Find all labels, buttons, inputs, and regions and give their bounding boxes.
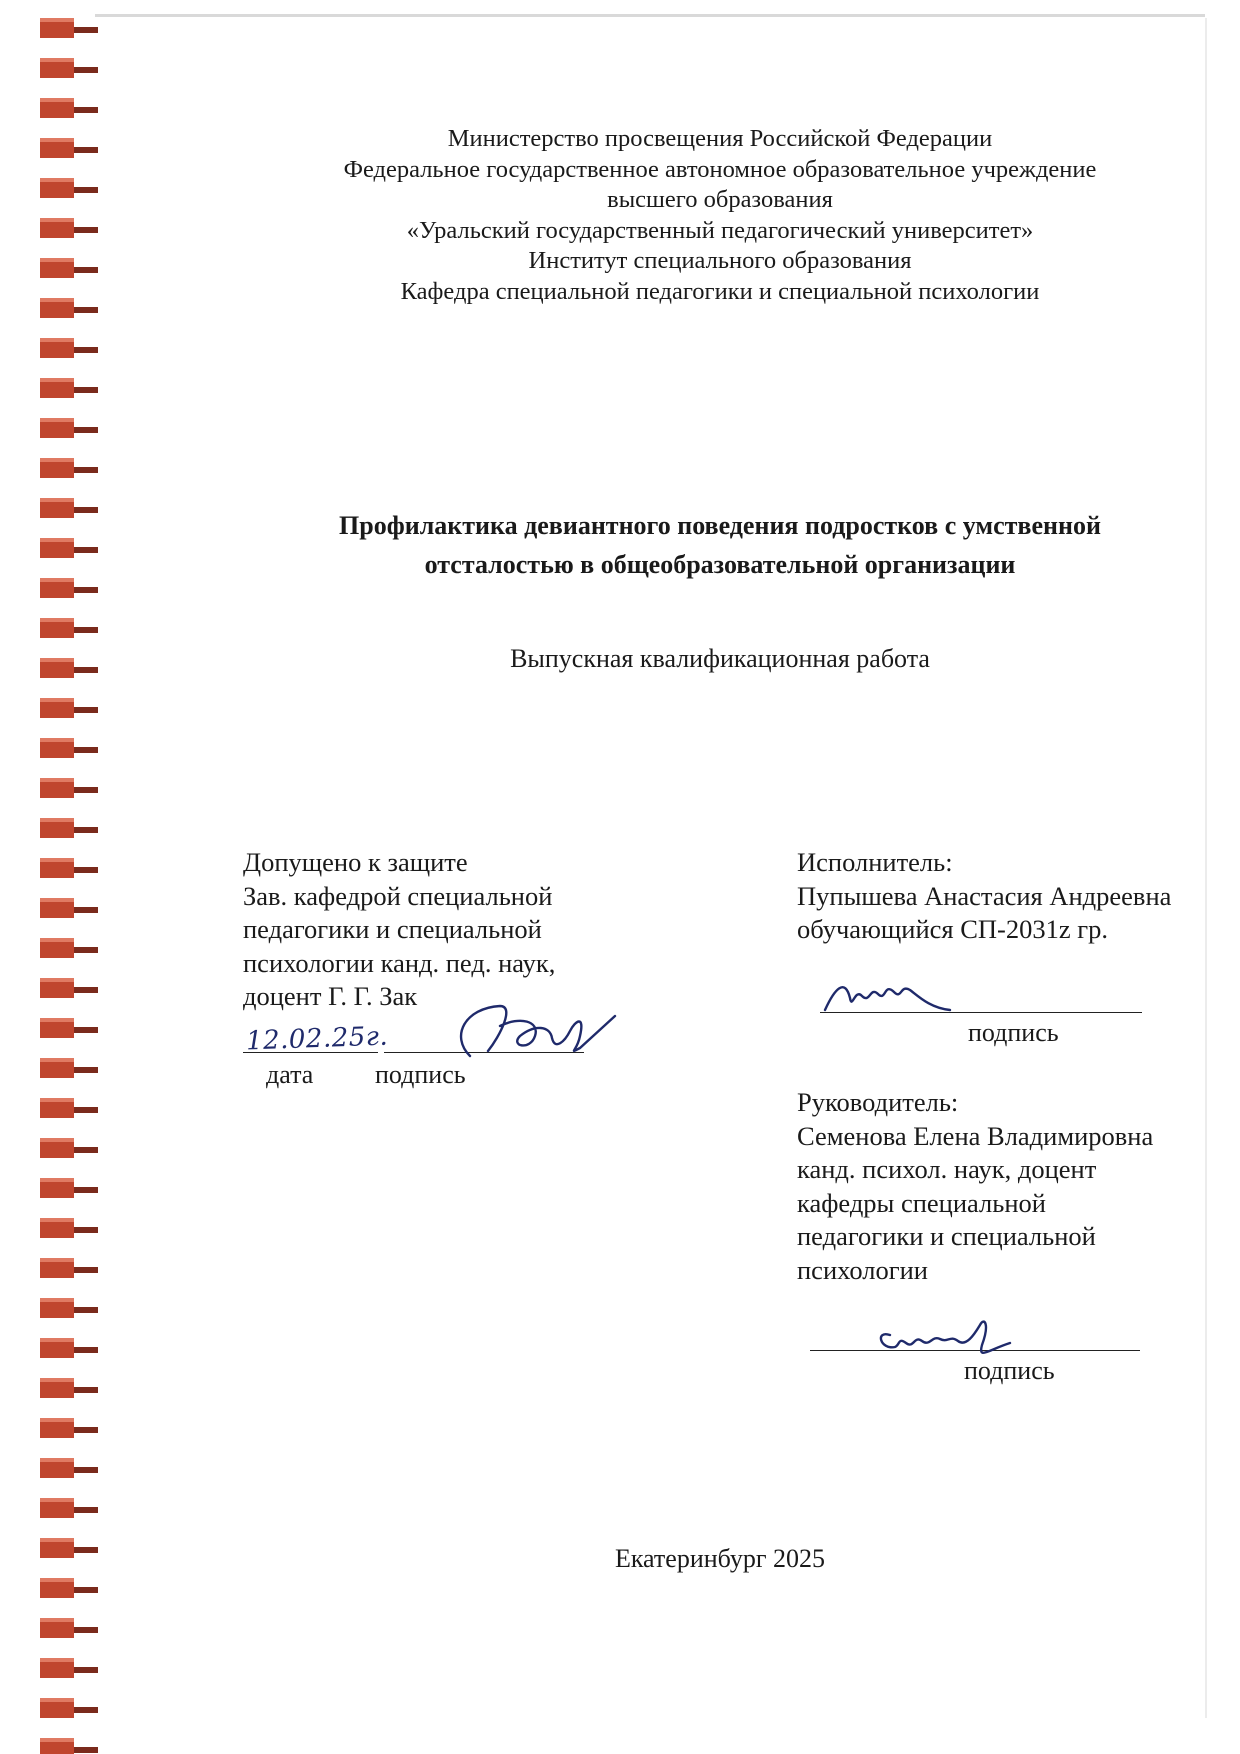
institution-header [230,124,1210,307]
binding-ring-highlight [40,778,74,782]
binding-ring-tab [74,267,98,273]
binding-ring-highlight [40,1578,74,1582]
admission-line-5: доцент Г. Г. Зак [243,981,418,1011]
binding-ring-tab [74,467,98,473]
binding-ring-highlight [40,538,74,542]
date-line [243,1052,378,1053]
education-level-line: высшего образования [607,186,833,213]
page-top-edge [95,14,1205,17]
admission-signature-caption: подпись [375,1060,466,1089]
university-type-line: Федеральное государственное автономное образовательное учреждение [343,155,1097,183]
binding-ring-highlight [40,1218,74,1222]
executor-signature-caption: подпись [968,1018,1059,1047]
binding-ring-highlight [40,1738,74,1742]
binding-ring-tab [74,1507,98,1513]
binding-ring-tab [74,1067,98,1073]
binding-ring-highlight [40,218,74,222]
department-line: Кафедра специальной педагогики и специальной психологии [400,277,1040,305]
binding-ring-highlight [40,1458,74,1462]
binding-ring-highlight [40,1098,74,1102]
binding-ring-tab [74,747,98,753]
binding-ring-tab [74,1107,98,1113]
binding-ring-tab [74,1387,98,1393]
binding-ring-tab [74,1187,98,1193]
admission-line-4: психологии канд. пед. наук, [243,947,556,978]
institute-line: Институт специального образования [528,247,912,274]
binding-ring-highlight [40,1418,74,1422]
binding-ring-highlight [40,1338,74,1342]
binding-ring-highlight [40,1698,74,1702]
binding-ring-highlight [40,1378,74,1382]
binding-ring-highlight [40,338,74,342]
binding-ring-highlight [40,418,74,422]
ministry-line: Министерство просвещения Российской Федерации [447,125,993,152]
binding-ring-tab [74,227,98,233]
binding-ring-tab [74,387,98,393]
binding-ring-highlight [40,138,74,142]
binding-ring-highlight [40,178,74,182]
binding-ring-highlight [40,818,74,822]
binding-ring-tab [74,67,98,73]
supervisor-department-1: кафедры специальной [797,1187,1046,1218]
admission-block [243,846,555,1014]
binding-ring-highlight [40,58,74,62]
binding-ring-tab [74,1307,98,1313]
binding-ring-tab [74,1587,98,1593]
binding-ring-tab [74,827,98,833]
executor-signature-mark [820,968,970,1028]
binding-ring-tab [74,1027,98,1033]
binding-ring-highlight [40,98,74,102]
binding-ring-tab [74,987,98,993]
binding-ring-highlight [40,258,74,262]
binding-ring-highlight [40,1058,74,1062]
admission-line-3: педагогики и специальной [243,914,542,944]
binding-ring-tab [74,1627,98,1633]
binding-ring-highlight [40,498,74,502]
work-type: Выпускная квалификационная работа [510,644,930,673]
binding-ring-highlight [40,578,74,582]
binding-ring-highlight [40,1138,74,1142]
admission-line-1: Допущено к защите [243,847,468,877]
binding-ring-tab [74,27,98,33]
university-name-line: «Уральский государственный педагогический университет» [406,216,1034,244]
thesis-title-line-1: Профилактика девиантного поведения подростков с умственной [339,511,1101,540]
binding-ring-tab [74,707,98,713]
binding-ring-tab [74,547,98,553]
executor-group: обучающийся СП-2031z гр. [797,914,1108,944]
supervisor-label: Руководитель: [797,1087,959,1117]
binding-ring-tab [74,947,98,953]
binding-ring-tab [74,107,98,113]
binding-ring-highlight [40,658,74,662]
handwritten-date: 12.02.25г. [245,1021,389,1057]
binding-ring-tab [74,907,98,913]
binding-ring-highlight [40,18,74,22]
binding-ring-highlight [40,298,74,302]
supervisor-department-2: педагогики и специальной [797,1221,1096,1251]
binding-ring-tab [74,587,98,593]
thesis-title [230,506,1210,584]
binding-ring-highlight [40,378,74,382]
thesis-title-line-2: отсталостью в общеобразовательной организации [424,550,1016,579]
supervisor-signature-caption: подпись [964,1356,1055,1385]
binding-ring-tab [74,347,98,353]
executor-label: Исполнитель: [797,847,953,877]
binding-ring-tab [74,507,98,513]
binding-ring-tab [74,427,98,433]
binding-ring-tab [74,147,98,153]
binding-ring-highlight [40,1498,74,1502]
executor-name: Пупышева Анастасия Андреевна [797,880,1172,911]
supervisor-department-3: психологии [797,1254,928,1285]
supervisor-block [797,1086,1153,1287]
head-signature-mark [440,996,620,1076]
binding-ring-tab [74,1267,98,1273]
binding-ring-highlight [40,618,74,622]
binding-ring-highlight [40,1018,74,1022]
binding-ring-tab [74,1147,98,1153]
binding-ring-tab [74,307,98,313]
binding-ring-highlight [40,1538,74,1542]
binding-ring-highlight [40,738,74,742]
binding-ring-tab [74,1547,98,1553]
binding-ring-tab [74,1747,98,1753]
binding-ring-highlight [40,1178,74,1182]
binding-ring-highlight [40,898,74,902]
binding-ring-tab [74,867,98,873]
date-caption: дата [266,1060,314,1089]
binding-ring-highlight [40,1298,74,1302]
binding-ring-highlight [40,938,74,942]
city-year: Екатеринбург 2025 [614,1544,826,1573]
binding-ring-highlight [40,1658,74,1662]
binding-ring-highlight [40,1618,74,1622]
binding-ring-tab [74,1707,98,1713]
binding-ring-tab [74,787,98,793]
binding-ring-highlight [40,1258,74,1262]
binding-ring-highlight [40,978,74,982]
binding-ring-tab [74,667,98,673]
supervisor-degree: канд. психол. наук, доцент [797,1154,1097,1184]
executor-block [797,846,1171,947]
binding-spine [0,0,110,1754]
admission-line-2: Зав. кафедрой специальной [243,880,553,911]
binding-ring-tab [74,1467,98,1473]
binding-ring-tab [74,187,98,193]
binding-ring-highlight [40,698,74,702]
binding-ring-highlight [40,458,74,462]
binding-ring-tab [74,1347,98,1353]
binding-ring-tab [74,1667,98,1673]
binding-ring-tab [74,1227,98,1233]
binding-ring-highlight [40,858,74,862]
binding-ring-tab [74,1427,98,1433]
supervisor-name: Семенова Елена Владимировна [797,1120,1154,1151]
binding-ring-tab [74,627,98,633]
